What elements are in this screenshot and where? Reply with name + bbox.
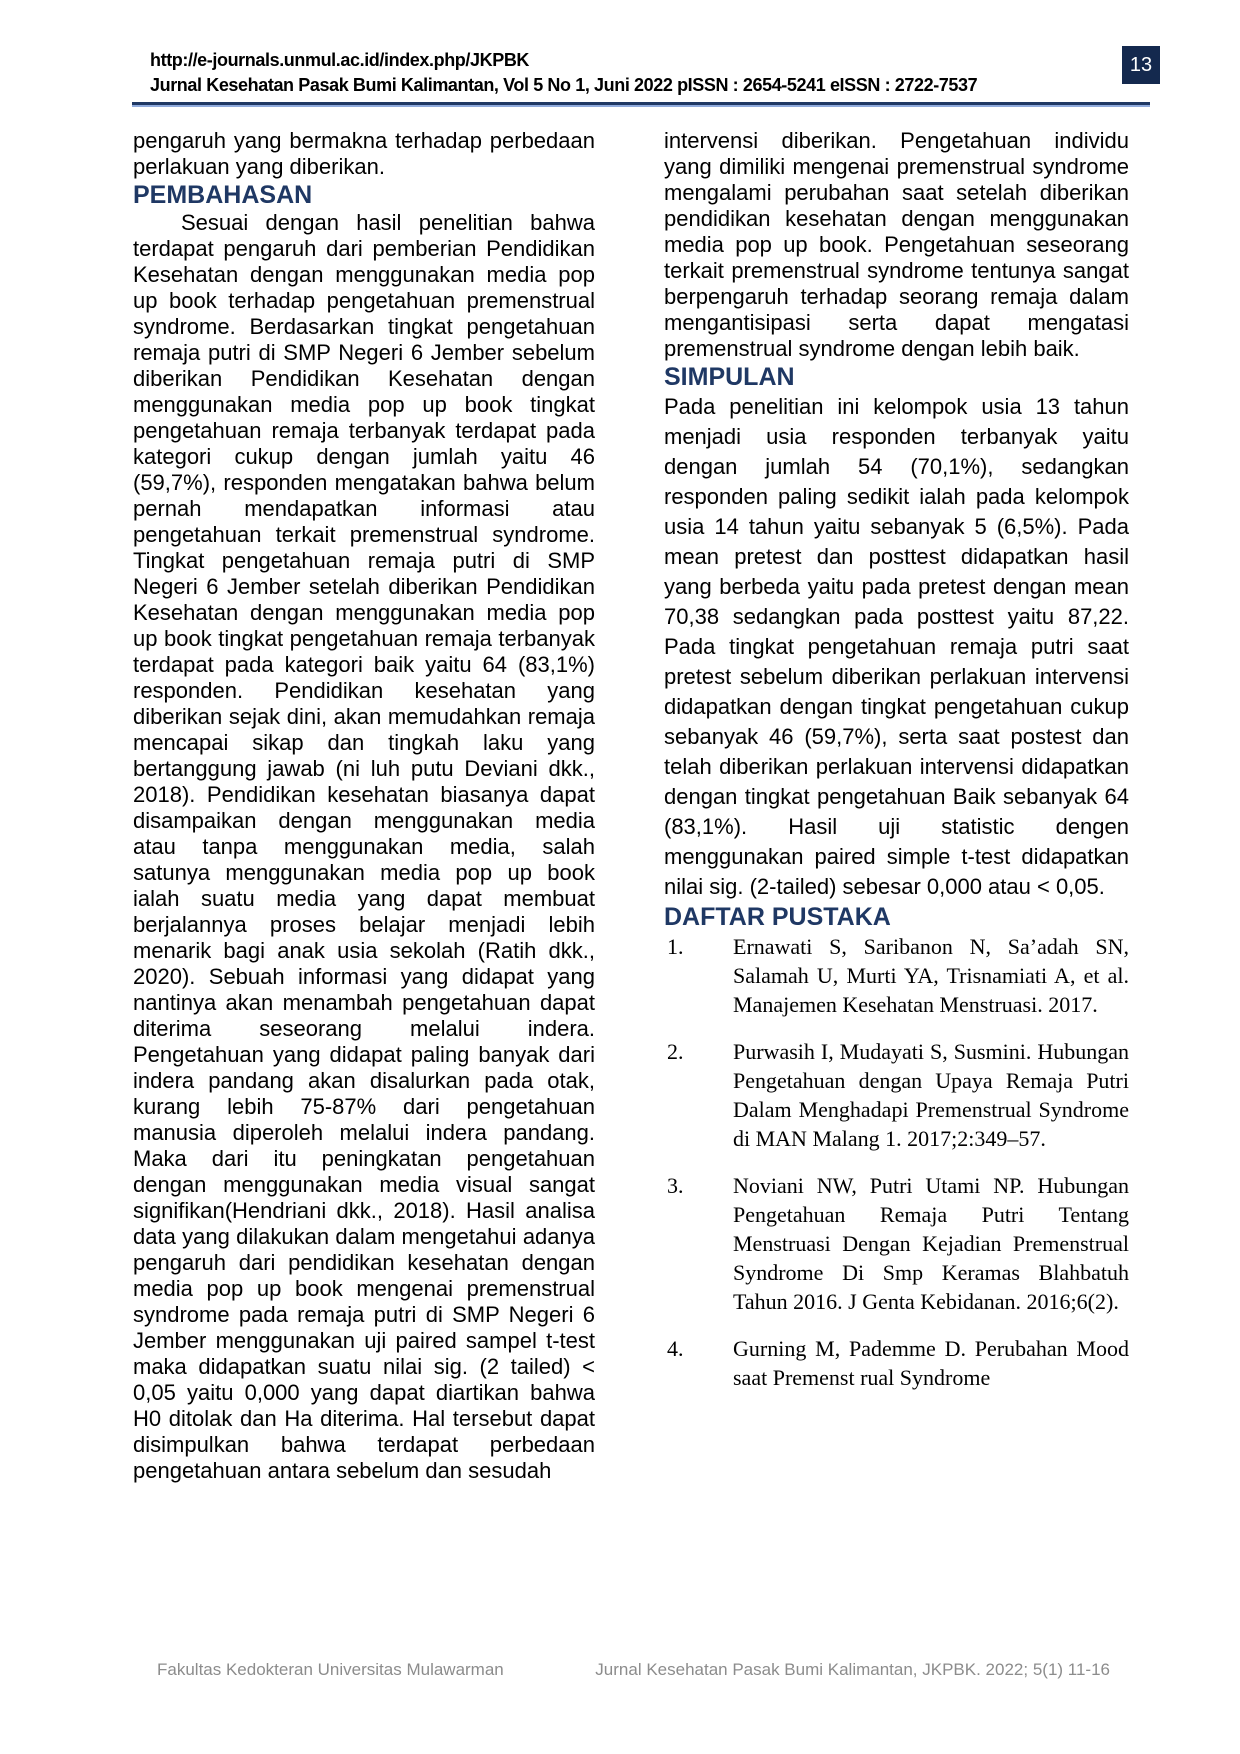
pembahasan-paragraph: Sesuai dengan hasil penelitian bahwa terdapat pengaruh dari pemberian Pendidikan Kesehatan dengan menggunakan media pop up book terhadap pengetahuan premenstrual syndrome. Berdasarkan tingkat pengetahuan remaja putri di SMP Negeri 6 Jember sebelum diberikan Pendidikan Kesehatan dengan menggunakan media pop up book tingkat pengetahuan remaja terbanyak terdapat pada kategori cukup dengan jumlah yaitu 46 (59,7%), responden mengatakan bahwa belum pernah mendapatkan informasi atau pengetahuan terkait premenstrual syndrome. Tingkat pengetahuan remaja putri di SMP Negeri 6 Jember setelah diberikan Pendidikan Kesehatan dengan menggunakan media pop up book tingkat pengetahuan remaja terbanyak terdapat pada kategori baik yaitu 64 (83,1%) responden. Pendidikan kesehatan yang diberikan sejak dini, akan memudahkan remaja mencapai sikap dan tingkah laku yang bertanggung jawab (ni luh putu Deviani dkk., 2018). Pendidikan kesehatan biasanya dapat disampaikan dengan menggunakan media atau tanpa menggunakan media, salah satunya menggunakan media pop up book ialah suatu media yang dapat membuat berjalannya proses belajar menjadi lebih menarik bagi anak usia sekolah (Ratih dkk., 2020). Sebuah informasi yang didapat yang nantinya akan menambah pengetahuan dapat diterima seseorang melalui indera. Pengetahuan yang didapat paling banyak dari indera pandang akan disalurkan pada otak, kurang lebih 75-87% dari pengetahuan manusia diperoleh melalui indera pandang. Maka dari itu peningkatan pengetahuan dengan menggunakan media visual sangat signifikan(Hendriani dkk., 2018). Hasil analisa data yang dilakukan dalam mengetahui adanya pengaruh dari pendidikan kesehatan dengan media pop up book mengenai premenstrual syndrome pada remaja putri di SMP Negeri 6 Jember menggunakan uji paired sampel t-test maka didapatkan suatu nilai sig. (2 tailed) < 0,05 yaitu 0,000 yang dapat diartikan bahwa H0 ditolak dan Ha diterima. Hal tersebut dapat disimpulkan bahwa terdapat perbedaan pengetahuan antara sebelum dan sesudah [133,210,595,1483]
reference-text: Purwasih I, Mudayati S, Susmini. Hubungan Pengetahuan dengan Upaya Remaja Putri Dalam Menghadapi Premenstrual Syndrome di MAN Malang 1. 2017;2:349–57. [733,1039,1129,1151]
heading-daftar-pustaka: DAFTAR PUSTAKA [664,903,891,931]
header-rule-light-line [132,105,1150,107]
reference-text: Gurning M, Pademme D. Perubahan Mood saat Premenst rual Syndrome [733,1336,1129,1390]
reference-item [664,932,1129,1019]
reference-text: Ernawati S, Saribanon N, Sa’adah SN, Salamah U, Murti YA, Trisnamiati A, et al. Manajemen Kesehatan Menstruasi. 2017. [733,934,1129,1017]
reference-number: 2. [667,1039,684,1064]
header-url: http://e-journals.unmul.ac.id/index.php/JKPBK [150,50,530,70]
page-header [150,48,1050,98]
header-journal-line: Jurnal Kesehatan Pasak Bumi Kalimantan, Vol 5 No 1, Juni 2022 pISSN : 2654-5241 eISSN : 2722-7537 [150,75,978,95]
page-number: 13 [1129,53,1153,76]
reference-list [664,932,1129,1392]
heading-simpulan: SIMPULAN [664,363,795,391]
heading-pembahasan: PEMBAHASAN [133,181,313,209]
reference-item [664,1171,1129,1316]
footer-citation: Jurnal Kesehatan Pasak Bumi Kalimantan, JKPBK. 2022; 5(1) 11-16 [595,1660,1110,1679]
page-number-badge [1122,46,1160,84]
footer-affiliation: Fakultas Kedokteran Universitas Mulawarman [157,1660,504,1679]
reference-number: 3. [667,1173,684,1198]
reference-number: 1. [667,934,684,959]
right-column [664,128,1129,1410]
reference-text: Noviani NW, Putri Utami NP. Hubungan Pengetahuan Remaja Putri Tentang Menstruasi Dengan Kejadian Premenstrual Syndrome Di Smp Keramas Blahbatuh Tahun 2016. J Genta Kebidanan. 2016;6(2). [733,1173,1129,1314]
reference-item [664,1334,1129,1392]
continuation-paragraph: intervensi diberikan. Pengetahuan individu yang dimiliki mengenai premenstrual syndrome mengalami perubahan saat setelah diberikan pendidikan kesehatan dengan menggunakan media pop up book. Pengetahuan seseorang terkait premenstrual syndrome tentunya sangat berpengaruh terhadap seorang remaja dalam mengantisipasi serta dapat mengatasi premenstrual syndrome dengan lebih baik. [664,128,1129,361]
header-rule [132,102,1150,107]
reference-number: 4. [667,1336,684,1361]
left-column [133,128,595,1484]
simpulan-paragraph: Pada penelitian ini kelompok usia 13 tahun menjadi usia responden terbanyak yaitu dengan jumlah 54 (70,1%), sedangkan responden paling sedikit ialah pada kelompok usia 14 tahun yaitu sebanyak 5 (6,5%). Pada mean pretest dan posttest didapatkan hasil yang berbeda yaitu pada pretest dengan mean 70,38 sedangkan pada posttest yaitu 87,22. Pada tingkat pengetahuan remaja putri saat pretest sebelum diberikan perlakuan intervensi didapatkan dengan tingkat pengetahuan cukup sebanyak 46 (59,7%), serta saat postest dan telah diberikan perlakuan intervensi didapatkan dengan tingkat pengetahuan Baik sebanyak 64 (83,1%). Hasil uji statistic dengen menggunakan paired simple t-test didapatkan nilai sig. (2-tailed) sebesar 0,000 atau < 0,05. [664,394,1129,899]
intro-paragraph: pengaruh yang bermakna terhadap perbedaan perlakuan yang diberikan. [133,128,595,179]
reference-item [664,1037,1129,1153]
